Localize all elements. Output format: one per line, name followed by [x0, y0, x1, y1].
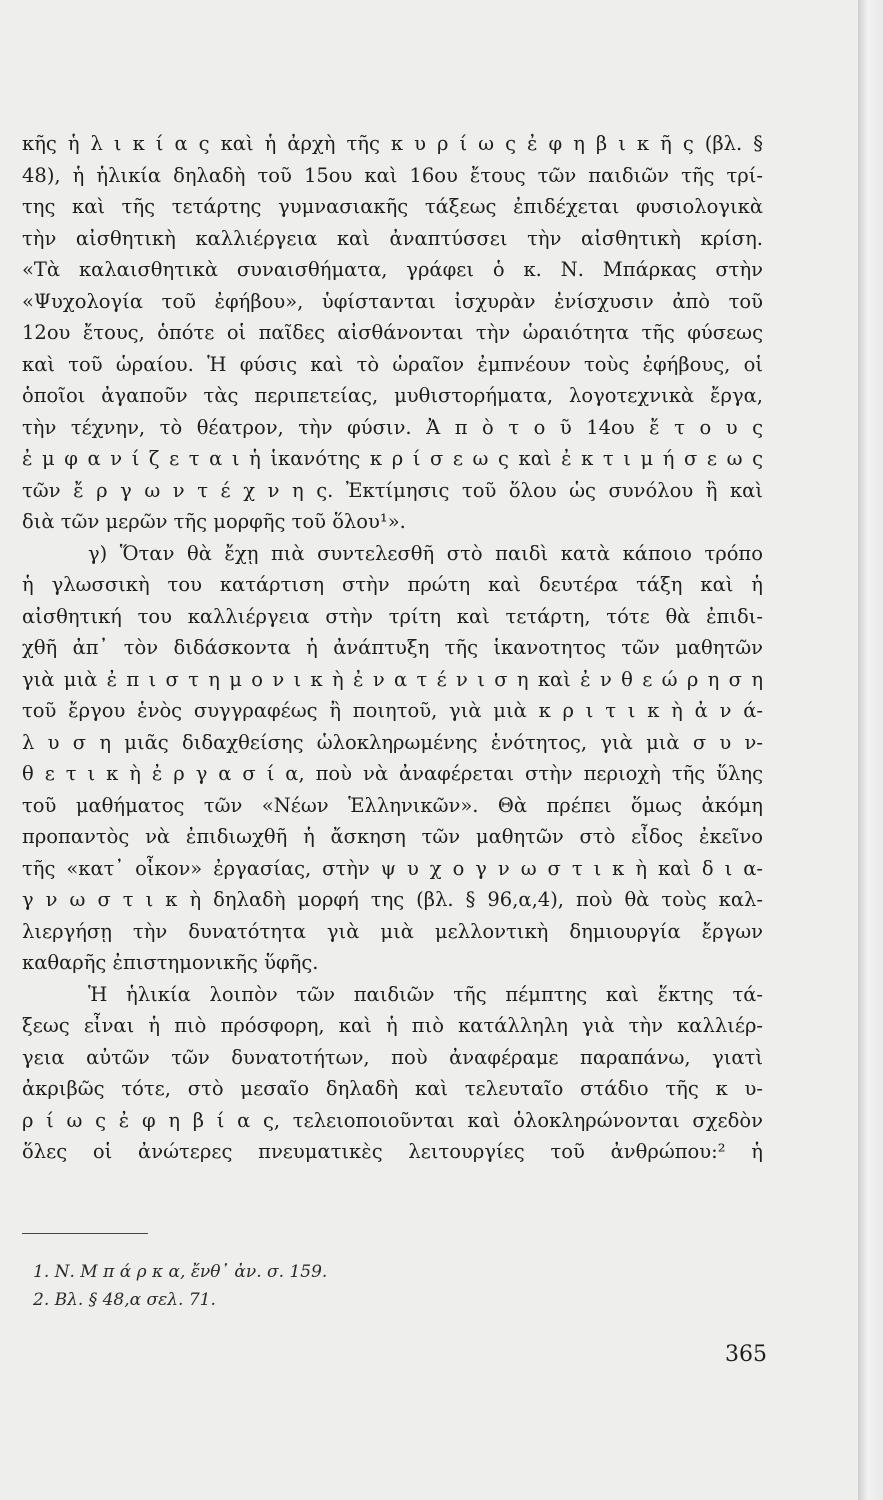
paragraph-start-line: γ) Ὅταν θὰ ἔχῃ πιὰ συντελεσθῆ στὸ παιδὶ κατὰ κάποιο τρόπο	[88, 541, 763, 565]
text-line: ἀκριβῶς τότε, στὸ μεσαῖο δηλαδὴ καὶ τελευταῖο στάδιο τῆς κ υ-	[22, 1077, 763, 1100]
text-line: διὰ τῶν μερῶν τῆς μορφῆς τοῦ ὅλου¹».	[22, 510, 406, 533]
text-line: ὅλες οἱ ἀνώτερες πνευματικὲς λειτουργίες τοῦ ἀνθρώπου:² ἡ	[22, 1140, 763, 1163]
text-line: λ υ σ η μιᾶς διδαχθείσης ὡλοκληρωμένης ἑνότητος, γιὰ μιὰ σ υ ν-	[22, 730, 763, 754]
text-line: «Ψυχολογία τοῦ ἐφήβου», ὑφίστανται ἰσχυρὰν ἐνίσχυσιν ἀπὸ τοῦ	[22, 289, 763, 313]
text-line: γιὰ μιὰ ἐ π ι σ τ η μ ο ν ι κ ὴ ἐ ν α τ έ ν ι σ η καὶ ἐ ν θ ε ώ ρ η σ η	[22, 667, 763, 691]
text-line: τὴν αἰσθητικὴ καλλιέργεια καὶ ἀναπτύσσει τὴν αἰσθητικὴ κρίση.	[22, 226, 763, 250]
text-line: ξεως εἶναι ἡ πιὸ πρόσφορη, καὶ ἡ πιὸ κατάλληλη γιὰ τὴν καλλιέρ-	[22, 1014, 763, 1037]
text-line: 48), ἡ ἡλικία δηλαδὴ τοῦ 15ου καὶ 16ου ἔτους τῶν παιδιῶν τῆς τρί-	[22, 163, 763, 187]
text-line: «Τὰ καλαισθητικὰ συναισθήματα, γράφει ὁ κ. Ν. Μπάρκας στὴν	[22, 258, 763, 281]
text-line: θ ε τ ι κ ὴ ἐ ρ γ α σ ί α, ποὺ νὰ ἀναφέρεται στὴν περιοχὴ τῆς ὕλης	[22, 762, 763, 785]
text-line: τοῦ ἔργου ἑνὸς συγγραφέως ἢ ποιητοῦ, γιὰ μιὰ κ ρ ι τ ι κ ὴ ἀ ν ά-	[22, 699, 763, 722]
footnote-divider	[22, 1233, 148, 1234]
footnotes	[33, 1258, 327, 1314]
text-line: καθαρῆς ἐπιστημονικῆς ὕφῆς.	[22, 951, 319, 974]
text-line: καὶ τοῦ ὡραίου. Ἡ φύσις καὶ τὸ ὡραῖον ἐμπνέουν τοὺς ἐφήβους, οἱ	[22, 352, 763, 376]
text-line: ὁποῖοι ἀγαποῦν τὰς περιπετείας, μυθιστορήματα, λογοτεχνικὰ ἔργα,	[22, 384, 763, 407]
text-line: της καὶ τῆς τετάρτης γυμνασιακῆς τάξεως ἐπιδέχεται φυσιολογικὰ	[22, 195, 763, 218]
text-line: λιεργήσῃ τὴν δυνατότητα γιὰ μιὰ μελλοντικὴ δημιουργία ἔργων	[22, 919, 763, 943]
text-line: χθῆ ἀπ᾽ τὸν διδάσκοντα ἡ ἀνάπτυξη τῆς ἱκανοτητος τῶν μαθητῶν	[22, 636, 763, 659]
text-line: τοῦ μαθήματος τῶν «Νέων Ἑλληνικῶν». Θὰ πρέπει ὅμως ἀκόμη	[22, 793, 763, 817]
footnote-1: 1. Ν. Μ π ά ρ κ α, ἔνθ᾽ ἀν. σ. 159.	[33, 1262, 328, 1282]
text-line: γεια αὐτῶν τῶν δυνατοτήτων, ποὺ ἀναφέραμε παραπάνω, γιατὶ	[22, 1045, 763, 1069]
text-line: ρ ί ω ς ἐ φ η β ί α ς, τελειοποιοῦνται καὶ ὁλοκληρώνονται σχεδὸν	[22, 1108, 763, 1132]
text-line: αἰσθητική του καλλιέργεια στὴν τρίτη καὶ τετάρτη, τότε θὰ ἐπιδι-	[22, 604, 763, 628]
body-text	[22, 128, 763, 1168]
text-line: κῆς ἡ λ ι κ ί α ς καὶ ἡ ἀρχὴ τῆς κ υ ρ ί ω ς ἐ φ η β ι κ ῆ ς (βλ. §	[22, 132, 763, 155]
paragraph-start-line: Ἡ ἡλικία λοιπὸν τῶν παιδιῶν τῆς πέμπτης καὶ ἕκτης τά-	[88, 982, 763, 1006]
text-line: τῶν ἔ ρ γ ω ν τ έ χ ν η ς. Ἐκτίμησις τοῦ ὅλου ὡς συνόλου ἢ καὶ	[22, 478, 763, 502]
text-line: τὴν τέχνην, τὸ θέατρον, τὴν φύσιν. Ἀ π ὸ τ ο ῦ 14ου ἔ τ ο υ ς	[22, 415, 763, 439]
text-line: τῆς «κατ᾽ οἶκον» ἐργασίας, στὴν ψ υ χ ο γ ν ω σ τ ι κ ὴ καὶ δ ι α-	[22, 856, 763, 880]
page-number: 365	[725, 1342, 767, 1367]
text-line: γ ν ω σ τ ι κ ὴ δηλαδὴ μορφή της (βλ. § 96,α,4), ποὺ θὰ τοὺς καλ-	[22, 888, 763, 911]
text-line: ἡ γλωσσικὴ του κατάρτιση στὴν πρώτη καὶ δευτέρα τάξη καὶ ἡ	[22, 573, 763, 596]
text-line: 12ου ἔτους, ὁπότε οἱ παῖδες αἰσθάνονται τὴν ὡραιότητα τῆς φύσεως	[22, 321, 763, 344]
footnote-2: 2. Βλ. § 48,α σελ. 71.	[33, 1290, 216, 1310]
text-line: ἐ μ φ α ν ί ζ ε τ α ι ἡ ἱκανότης κ ρ ί σ ε ω ς καὶ ἐ κ τ ι μ ή σ ε ω ς	[22, 447, 763, 470]
page-edge	[858, 0, 883, 1500]
text-line: προπαντὸς νὰ ἐπιδιωχθῆ ἡ ἄσκηση τῶν μαθητῶν στὸ εἶδος ἐκεῖνο	[22, 825, 763, 848]
